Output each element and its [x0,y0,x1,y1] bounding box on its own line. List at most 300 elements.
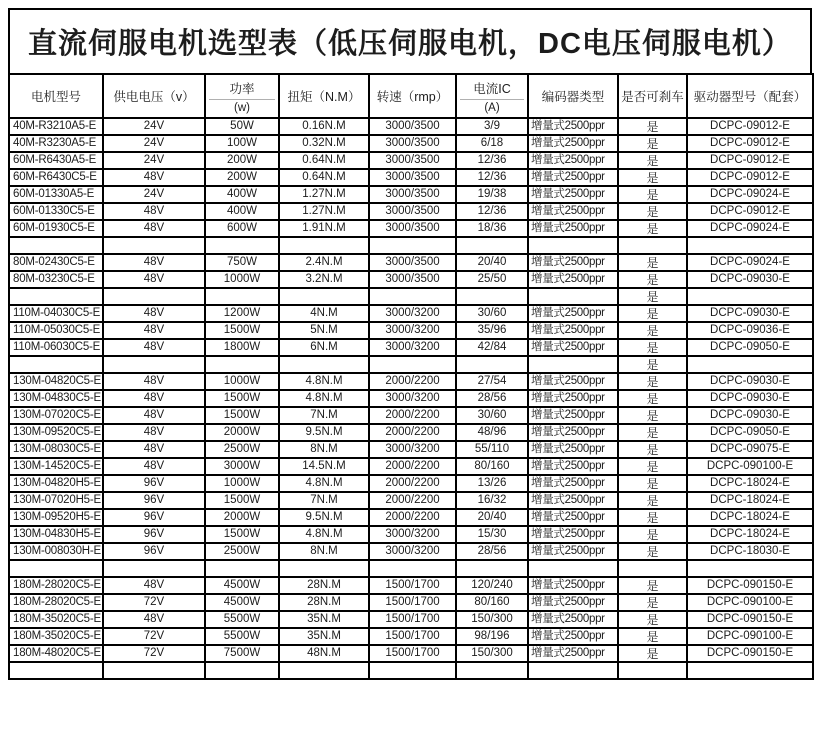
table-row [9,118,813,135]
table-cell [9,662,103,679]
table-cell [687,237,813,254]
table-cell: 55/110 [456,441,528,458]
table-cell: 48N.M [279,645,369,662]
separator-row [9,560,813,577]
table-row [9,458,813,475]
table-cell: 12/36 [456,169,528,186]
table-cell: 9.5N.M [279,424,369,441]
table-cell: 增量式2500ppr [528,407,618,424]
table-cell: 是 [618,543,687,560]
table-cell: 3000W [205,458,279,475]
table-body [9,118,813,679]
table-cell: 72V [103,628,205,645]
table-cell: 是 [618,339,687,356]
table-cell: 600W [205,220,279,237]
table-cell: 200W [205,169,279,186]
table-cell: 增量式2500ppr [528,577,618,594]
table-cell: 0.32N.M [279,135,369,152]
table-cell: 24V [103,152,205,169]
table-cell [618,237,687,254]
table-cell: 7N.M [279,407,369,424]
table-cell: DCPC-09075-E [687,441,813,458]
table-cell: 3000/3200 [369,339,456,356]
table-cell: 1.27N.M [279,186,369,203]
table-cell: 130M-08030C5-E [9,441,103,458]
table-cell: DCPC-09030-E [687,373,813,390]
table-cell: 0.64N.M [279,152,369,169]
table-header [9,74,813,118]
table-row [9,373,813,390]
table-cell: 60M-R6430A5-E [9,152,103,169]
table-cell: 3/9 [456,118,528,135]
table-cell [528,560,618,577]
table-cell: DCPC-09012-E [687,169,813,186]
table-cell: 28/56 [456,543,528,560]
table-cell [528,288,618,305]
column-header-5 [456,74,528,118]
table-cell: 48V [103,322,205,339]
table-cell: 增量式2500ppr [528,305,618,322]
table-cell: 4.8N.M [279,390,369,407]
table-cell: 1500W [205,407,279,424]
column-header-label: 电流IC [460,79,524,100]
table-cell: 1200W [205,305,279,322]
table-cell: DCPC-09024-E [687,186,813,203]
table-cell: 130M-04820C5-E [9,373,103,390]
table-cell: 25/50 [456,271,528,288]
table-cell [9,560,103,577]
table-cell: 是 [618,492,687,509]
column-header-unit: (w) [234,101,250,114]
table-cell: 增量式2500ppr [528,220,618,237]
table-cell: 28N.M [279,594,369,611]
table-cell: 5N.M [279,322,369,339]
table-cell: 20/40 [456,509,528,526]
table-cell: 2000/2200 [369,509,456,526]
table-cell: 增量式2500ppr [528,424,618,441]
table-cell: DCPC-09036-E [687,322,813,339]
table-cell: 增量式2500ppr [528,628,618,645]
table-cell: 3000/3500 [369,254,456,271]
table-cell: 增量式2500ppr [528,135,618,152]
table-cell: 180M-48020C5-E [9,645,103,662]
table-cell: 是 [618,186,687,203]
table-cell: 增量式2500ppr [528,441,618,458]
table-cell: 80/160 [456,458,528,475]
table-cell: 是 [618,390,687,407]
header-row [9,74,813,118]
table-cell [9,237,103,254]
table-cell: 0.16N.M [279,118,369,135]
table-cell [279,662,369,679]
table-cell: 4.8N.M [279,475,369,492]
table-cell [369,662,456,679]
table-cell: 是 [618,152,687,169]
table-cell: 1000W [205,475,279,492]
table-cell: 1500/1700 [369,611,456,628]
table-cell [205,237,279,254]
table-cell: 27/54 [456,373,528,390]
table-cell: 150/300 [456,645,528,662]
table-row [9,543,813,560]
table-cell: DCPC-09050-E [687,339,813,356]
column-header-8 [687,74,813,118]
motor-selection-table [8,73,814,680]
table-cell [456,356,528,373]
table-row [9,305,813,322]
column-header-4 [369,74,456,118]
table-cell: 110M-06030C5-E [9,339,103,356]
table-row [9,203,813,220]
table-cell: 是 [618,356,687,373]
table-cell: 7500W [205,645,279,662]
table-cell: 48V [103,390,205,407]
table-cell: 48V [103,339,205,356]
table-row [9,645,813,662]
column-header-label: 驱动器型号（配套） [693,90,807,104]
table-cell: 3000/3200 [369,441,456,458]
table-cell: DCPC-18030-E [687,543,813,560]
table-cell: 是 [618,288,687,305]
table-cell: 4500W [205,577,279,594]
column-header-label: 电机型号 [30,90,81,104]
table-cell: 3000/3500 [369,135,456,152]
table-cell: 40M-R3230A5-E [9,135,103,152]
table-cell: 3000/3200 [369,322,456,339]
table-cell: 增量式2500ppr [528,118,618,135]
table-cell: 3000/3200 [369,526,456,543]
table-cell: 3000/3500 [369,169,456,186]
table-cell [369,237,456,254]
table-cell: 1500W [205,322,279,339]
table-row [9,271,813,288]
table-cell: 是 [618,509,687,526]
table-cell: 是 [618,475,687,492]
table-cell [103,288,205,305]
table-cell: 1500W [205,492,279,509]
table-cell: 48V [103,220,205,237]
table-cell: 3000/3200 [369,543,456,560]
table-cell [528,662,618,679]
table-cell: 2000/2200 [369,492,456,509]
table-cell: 18/36 [456,220,528,237]
table-cell: DCPC-09012-E [687,135,813,152]
table-cell: 110M-04030C5-E [9,305,103,322]
table-cell: 40M-R3210A5-E [9,118,103,135]
table-cell: 增量式2500ppr [528,152,618,169]
table-cell: 110M-05030C5-E [9,322,103,339]
table-cell: 增量式2500ppr [528,373,618,390]
table-cell: 3.2N.M [279,271,369,288]
table-cell: 增量式2500ppr [528,509,618,526]
table-cell: DCPC-09012-E [687,152,813,169]
table-cell: 增量式2500ppr [528,254,618,271]
table-cell: 2000/2200 [369,458,456,475]
column-header-label: 扭矩（N.M） [287,90,361,104]
table-cell: 2500W [205,441,279,458]
table-cell: 28/56 [456,390,528,407]
table-cell: 是 [618,271,687,288]
table-cell: 1.91N.M [279,220,369,237]
table-cell: 60M-01330C5-E [9,203,103,220]
table-cell [103,356,205,373]
table-cell: 1000W [205,373,279,390]
table-cell: 是 [618,611,687,628]
table-row [9,407,813,424]
table-cell: 是 [618,577,687,594]
table-row [9,254,813,271]
table-cell [279,356,369,373]
table-cell: 1800W [205,339,279,356]
table-cell: 是 [618,424,687,441]
table-cell [369,560,456,577]
table-cell: 是 [618,526,687,543]
table-cell: 1500/1700 [369,577,456,594]
table-cell: 增量式2500ppr [528,594,618,611]
table-cell [456,237,528,254]
table-row [9,492,813,509]
table-cell: 增量式2500ppr [528,526,618,543]
table-cell [103,560,205,577]
table-cell: 12/36 [456,152,528,169]
table-cell: 增量式2500ppr [528,339,618,356]
table-cell: 16/32 [456,492,528,509]
table-cell: 130M-04820H5-E [9,475,103,492]
table-cell: 是 [618,135,687,152]
table-row [9,390,813,407]
table-cell: 130M-04830C5-E [9,390,103,407]
table-cell [528,237,618,254]
table-cell: 是 [618,594,687,611]
table-cell: 130M-14520C5-E [9,458,103,475]
table-cell: DCPC-18024-E [687,509,813,526]
table-cell: 20/40 [456,254,528,271]
table-cell: 6N.M [279,339,369,356]
table-cell: 是 [618,407,687,424]
table-cell: 1500W [205,526,279,543]
table-cell: 8N.M [279,441,369,458]
table-cell: DCPC-09030-E [687,271,813,288]
table-cell: DCPC-090150-E [687,645,813,662]
table-cell: 2000W [205,424,279,441]
table-cell: 3000/3500 [369,118,456,135]
table-cell: 是 [618,220,687,237]
table-row [9,594,813,611]
table-cell: 96V [103,475,205,492]
column-header-label: 功率 [209,79,275,100]
table-cell: 400W [205,186,279,203]
table-cell: DCPC-09012-E [687,118,813,135]
column-header-label: 编码器类型 [541,90,605,104]
table-cell: 130M-07020H5-E [9,492,103,509]
table-cell: 48V [103,254,205,271]
table-row [9,169,813,186]
table-cell [687,662,813,679]
table-cell: 是 [618,373,687,390]
table-cell: 60M-R6430C5-E [9,169,103,186]
table-cell: 增量式2500ppr [528,611,618,628]
page-title: 直流伺服电机选型表（低压伺服电机，DC电压伺服电机） [8,8,812,75]
table-cell: 48/96 [456,424,528,441]
table-cell: 35/96 [456,322,528,339]
table-cell [103,662,205,679]
table-cell: 是 [618,118,687,135]
column-header-unit: (A) [484,101,500,114]
table-cell [205,288,279,305]
table-cell: 30/60 [456,407,528,424]
table-cell: 1500/1700 [369,645,456,662]
table-cell: 2500W [205,543,279,560]
table-cell: 72V [103,594,205,611]
table-cell: 72V [103,645,205,662]
table-cell: 96V [103,526,205,543]
table-cell: 50W [205,118,279,135]
table-cell: 180M-35020C5-E [9,611,103,628]
table-cell: 3000/3200 [369,305,456,322]
table-row [9,441,813,458]
table-cell: 15/30 [456,526,528,543]
table-cell: DCPC-09012-E [687,203,813,220]
table-cell: 180M-28020C5-E [9,594,103,611]
table-cell: 24V [103,186,205,203]
table-cell: 48V [103,458,205,475]
table-cell: 30/60 [456,305,528,322]
table-cell: 48V [103,373,205,390]
column-header-2 [205,74,279,118]
table-cell [687,356,813,373]
table-cell: 1500/1700 [369,628,456,645]
table-cell: 130M-07020C5-E [9,407,103,424]
table-cell: 150/300 [456,611,528,628]
table-row [9,424,813,441]
table-cell: 80M-03230C5-E [9,271,103,288]
table-cell: 12/36 [456,203,528,220]
table-cell: 0.64N.M [279,169,369,186]
table-cell: 750W [205,254,279,271]
table-cell: 1500/1700 [369,594,456,611]
table-cell: 48V [103,441,205,458]
table-cell: 是 [618,322,687,339]
table-cell: DCPC-09030-E [687,305,813,322]
table-cell: 是 [618,203,687,220]
separator-row [9,662,813,679]
table-cell: DCPC-090100-E [687,628,813,645]
table-row [9,135,813,152]
table-cell [528,356,618,373]
table-cell [618,662,687,679]
table-cell: 98/196 [456,628,528,645]
table-cell [687,288,813,305]
table-cell: 48V [103,424,205,441]
table-cell: 增量式2500ppr [528,322,618,339]
table-cell: DCPC-090100-E [687,458,813,475]
table-cell: 3000/3200 [369,390,456,407]
table-cell: 是 [618,441,687,458]
table-cell: 2000/2200 [369,373,456,390]
table-cell: 60M-01330A5-E [9,186,103,203]
table-cell: 1000W [205,271,279,288]
table-cell: 4N.M [279,305,369,322]
table-cell: 48V [103,271,205,288]
table-cell: 5500W [205,628,279,645]
table-cell: 4.8N.M [279,373,369,390]
table-cell: DCPC-090150-E [687,577,813,594]
table-cell: 13/26 [456,475,528,492]
table-cell: 24V [103,118,205,135]
table-cell: 3000/3500 [369,271,456,288]
table-cell: 增量式2500ppr [528,169,618,186]
table-cell: 增量式2500ppr [528,186,618,203]
table-cell: 180M-35020C5-E [9,628,103,645]
table-row [9,509,813,526]
table-cell: 120/240 [456,577,528,594]
table-cell: 130M-04830H5-E [9,526,103,543]
table-cell: 96V [103,492,205,509]
separator-row [9,356,813,373]
table-cell: 3000/3500 [369,203,456,220]
table-row [9,339,813,356]
table-cell [279,237,369,254]
table-cell: 是 [618,458,687,475]
table-cell: 48V [103,611,205,628]
column-header-6 [528,74,618,118]
table-cell: 48V [103,203,205,220]
table-cell: 增量式2500ppr [528,645,618,662]
table-cell: 是 [618,305,687,322]
table-cell: 130M-09520H5-E [9,509,103,526]
table-row [9,628,813,645]
column-header-0 [9,74,103,118]
table-row [9,526,813,543]
table-row [9,611,813,628]
table-cell: 35N.M [279,628,369,645]
table-cell: 2000/2200 [369,424,456,441]
table-cell: DCPC-090100-E [687,594,813,611]
table-cell: 5500W [205,611,279,628]
table-cell: 4.8N.M [279,526,369,543]
column-header-label: 是否可刹车 [621,90,684,104]
table-cell: 7N.M [279,492,369,509]
table-cell: 是 [618,628,687,645]
table-cell [456,662,528,679]
selection-table-sheet [8,8,812,680]
table-cell: 2.4N.M [279,254,369,271]
table-cell: 增量式2500ppr [528,390,618,407]
table-cell: 增量式2500ppr [528,458,618,475]
separator-row [9,237,813,254]
table-cell: 6/18 [456,135,528,152]
table-row [9,220,813,237]
table-cell: 14.5N.M [279,458,369,475]
table-cell: DCPC-09030-E [687,390,813,407]
table-cell: 400W [205,203,279,220]
column-header-3 [279,74,369,118]
table-cell: 48V [103,305,205,322]
table-cell: 35N.M [279,611,369,628]
separator-row [9,288,813,305]
table-cell: 42/84 [456,339,528,356]
table-cell: DCPC-09030-E [687,407,813,424]
table-cell: 48V [103,169,205,186]
table-cell: 2000/2200 [369,407,456,424]
table-row [9,186,813,203]
table-cell: 1500W [205,390,279,407]
table-cell: 80/160 [456,594,528,611]
table-cell: 增量式2500ppr [528,492,618,509]
column-header-1 [103,74,205,118]
table-cell: 8N.M [279,543,369,560]
table-cell: 9.5N.M [279,509,369,526]
